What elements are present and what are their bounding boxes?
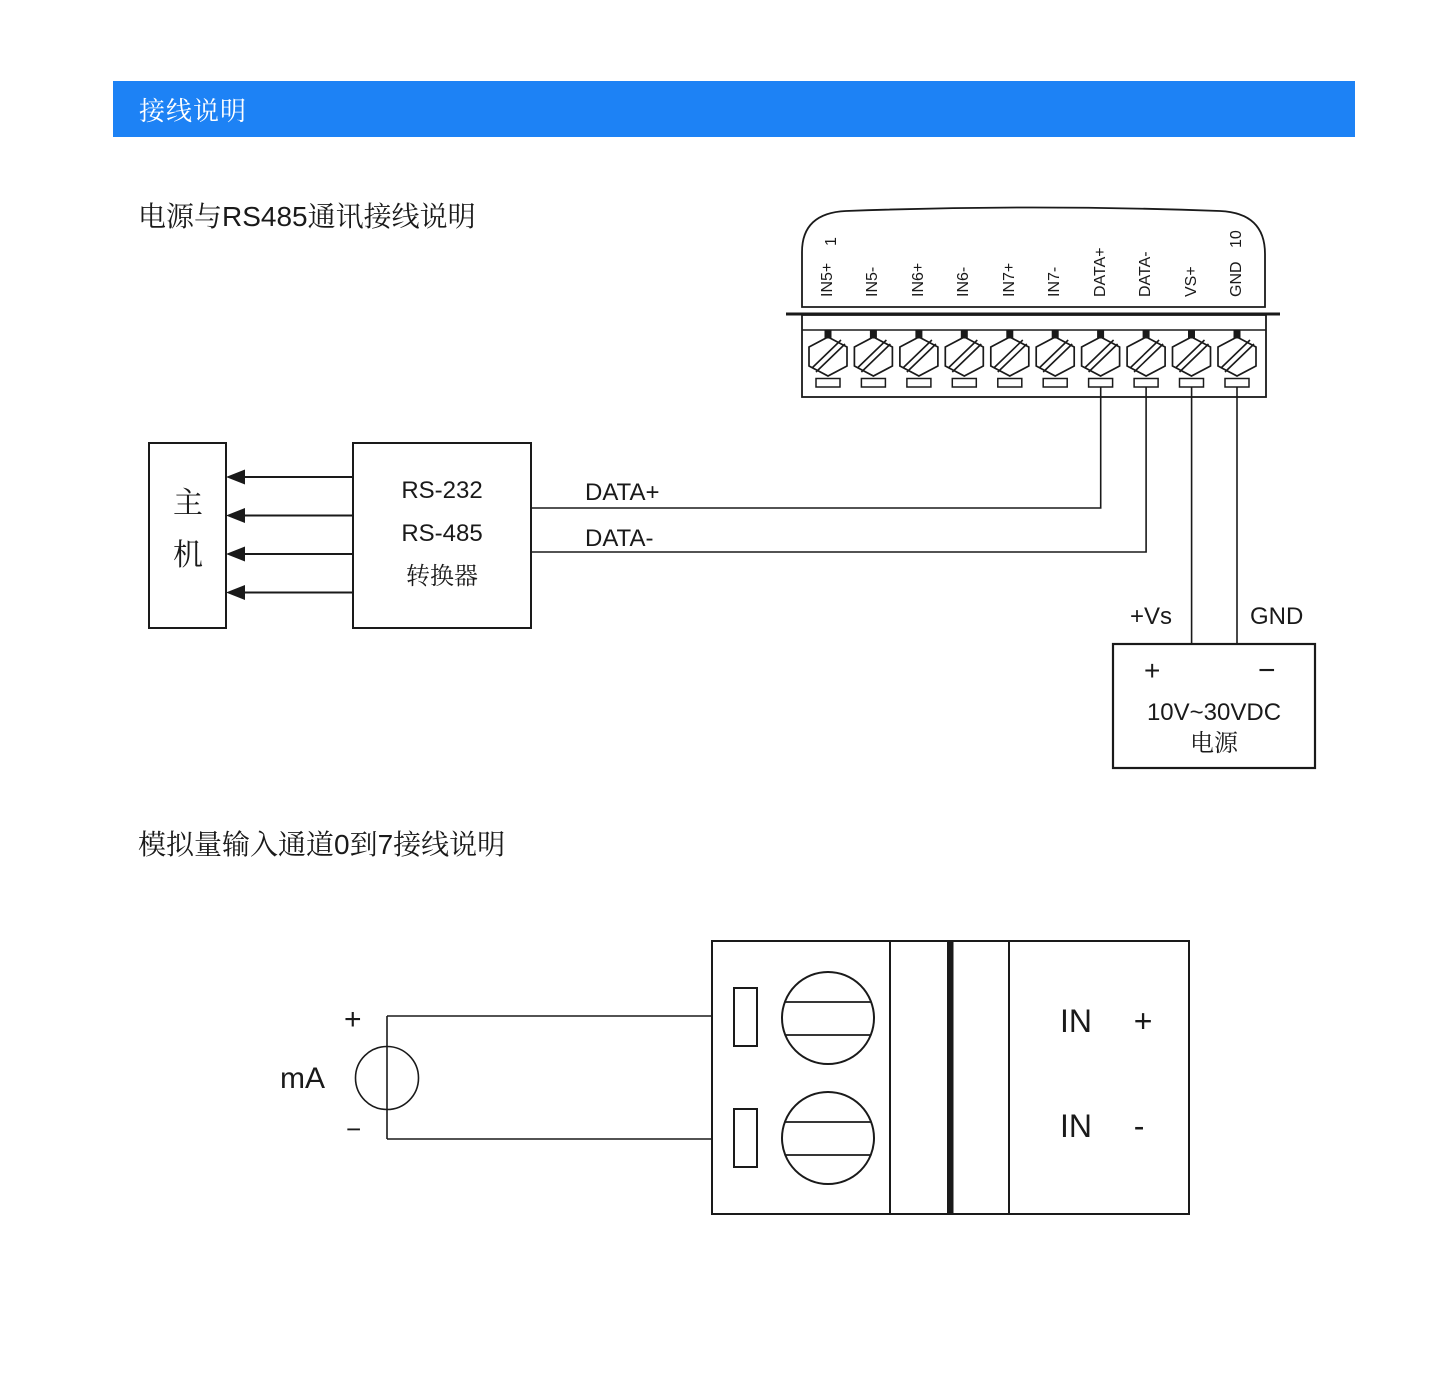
host-box-label: 主机 [173, 487, 203, 572]
terminal-label-in6-minus: IN6- [955, 266, 972, 297]
power-name-text: 电源 [1190, 730, 1238, 757]
power-voltage-text: 10V~30VDC [1146, 699, 1282, 726]
wire-label-data-minus: DATA- [585, 525, 654, 552]
terminal-module-housing [786, 208, 1280, 315]
converter-line-rs232: RS-232 [401, 477, 483, 504]
input-label-in-minus: IN - [1060, 1108, 1145, 1144]
power-wire-label-vs: +Vs [1129, 603, 1172, 630]
terminal-label-data-plus: DATA+ [1092, 247, 1109, 297]
terminal-label-vs-plus: VS+ [1183, 266, 1200, 297]
terminal-label-in7-minus: IN7- [1046, 266, 1063, 297]
terminal-label-gnd: GND [1228, 261, 1245, 297]
terminal-label-data-minus: DATA- [1137, 251, 1154, 297]
section-title-power-rs485: 电源与RS485通讯接线说明 [138, 201, 476, 232]
power-wires [1192, 387, 1237, 644]
terminal-label-in5-plus: IN5+ [819, 262, 836, 297]
source-minus-sign: − [346, 1114, 362, 1144]
converter-line-name: 转换器 [406, 563, 478, 590]
section-title-analog-input: 模拟量输入通道0到7接线说明 [138, 829, 506, 860]
power-minus-sign: − [1258, 654, 1276, 687]
converter-line-rs485: RS-485 [401, 520, 483, 547]
current-source-loop [356, 1016, 713, 1139]
terminal-label-in7-plus: IN7+ [1001, 262, 1018, 297]
converter-box-label [353, 469, 531, 598]
source-plus-sign: + [344, 1003, 362, 1036]
pin-number-10: 10 [1228, 230, 1245, 248]
page-title: 接线说明 [139, 95, 248, 126]
analog-terminal-block [712, 941, 1189, 1214]
current-source-label: mA [280, 1062, 325, 1095]
power-plus-sign: + [1144, 655, 1161, 686]
input-label-in-plus: IN + [1060, 1003, 1153, 1039]
power-wire-label-gnd: GND [1250, 603, 1304, 630]
host-converter-arrows [226, 470, 353, 601]
terminal-label-in5-minus: IN5- [864, 266, 881, 297]
terminal-label-in6-plus: IN6+ [910, 262, 927, 297]
wire-label-data-plus: DATA+ [585, 479, 660, 506]
pin-number-1: 1 [823, 237, 840, 246]
screw-terminal-strip [802, 315, 1266, 397]
